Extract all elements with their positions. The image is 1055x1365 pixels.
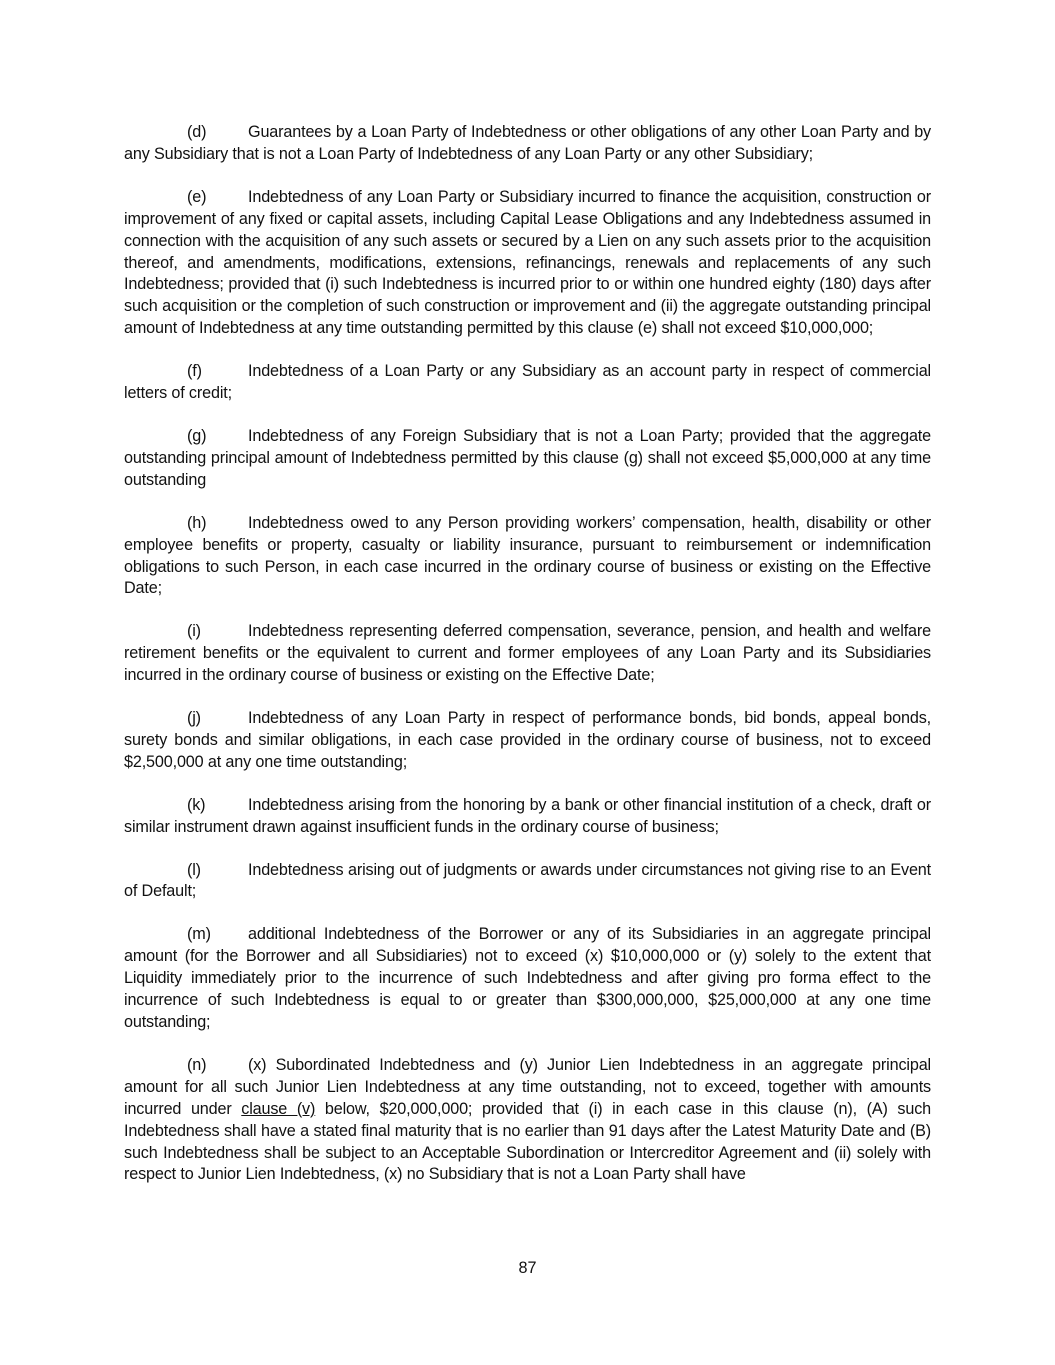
clause-f (124, 361, 931, 405)
clause-text: Indebtedness of any Loan Party or Subsidiary incurred to finance the acquisition, construction or improvement of any fixed or capital assets, including Capital Lease Obligations and any Indebtedness assumed in connection with the acquisition of any such assets or secured by a Lien on any such assets prior to the acquisition thereof, and amendments, modifications, extensions, refinancings, renewals and replacements of any such Indebtedness; provided that (i) such Indebtedness is incurred prior to or within one hundred eighty (180) days after such acquisition or the completion of such construction or improvement and (ii) the aggregate outstanding principal amount of Indebtedness at any time outstanding permitted by this clause (e) shall not exceed $10,000,000; (124, 187, 931, 338)
clause-label: (k) (187, 795, 206, 814)
clause-text: Indebtedness of any Loan Party in respect of performance bonds, bid bonds, appeal bonds, surety bonds and similar obligations, in each case provided in the ordinary course of business, not to exceed $2,500,000 at any one time outstanding; (124, 709, 931, 771)
clause-text: Guarantees by a Loan Party of Indebtedness or other obligations of any other Loan Party and by any Subsidiary that is not a Loan Party of Indebtedness of any Loan Party or any other Subsidiary; (124, 123, 931, 163)
clause-text-after: below, $20,000,000; provided that (i) in each case in this clause (n), (A) such Indebtedness shall have a stated final maturity that is no earlier than 91 days after the Latest Maturity Date and (B) such Indebtedness shall be subject to an Acceptable Subordination or Intercreditor Agreement and (ii) solely with respect to Junior Lien Indebtedness, (x) no Subsidiary that is not a Loan Party shall have (124, 1099, 931, 1184)
clause-label: (n) (187, 1055, 207, 1074)
clause-label: (g) (187, 426, 207, 445)
clause-label: (l) (187, 860, 201, 879)
clause-label: (j) (187, 709, 201, 728)
clause-d (124, 122, 931, 166)
page-number: 87 (518, 1259, 537, 1277)
document-page (124, 122, 931, 1207)
clause-g (124, 426, 931, 492)
clause-text: Indebtedness representing deferred compensation, severance, pension, and health and welfare retirement benefits or the equivalent to current and former employees of any Loan Party and its Subsidiaries incurred in the ordinary course of business or existing on the Effective Date; (124, 622, 931, 685)
clause-text-before: (x) Subordinated Indebtedness and (y) Junior Lien Indebtedness in an aggregate principal amount for all such Junior Lien Indebtedness at any time outstanding, not to exceed, together with amounts incurred under (124, 1055, 931, 1118)
clause-label: (i) (187, 622, 201, 641)
clause-text: Indebtedness of any Foreign Subsidiary that is not a Loan Party; provided that the aggregate outstanding principal amount of Indebtedness permitted by this clause (g) shall not exceed $5,000,000 at any time outstanding (124, 426, 931, 489)
clause-reference-link: clause (v) (241, 1099, 316, 1118)
clause-label: (h) (187, 513, 207, 532)
clause-label: (f) (187, 362, 202, 381)
clause-j (124, 708, 931, 774)
clause-text: Indebtedness arising out of judgments or awards under circumstances not giving rise to an Event of Default; (124, 860, 931, 901)
clause-label: (m) (187, 925, 211, 944)
clause-text: Indebtedness owed to any Person providing workers’ compensation, health, disability or other employee benefits or property, casualty or liability insurance, pursuant to reimbursement or indemnification obligations to such Person, in each case incurred in the ordinary course of business or existing on the Effective Date; (124, 513, 931, 598)
clause-m (124, 924, 931, 1034)
clause-text: Indebtedness arising from the honoring by a bank or other financial institution of a check, draft or similar instrument drawn against insufficient funds in the ordinary course of business; (124, 795, 931, 836)
clause-label: (e) (187, 187, 207, 206)
clause-l (124, 860, 931, 904)
clause-label: (d) (187, 123, 207, 141)
clause-h (124, 513, 931, 601)
clause-i (124, 621, 931, 687)
clause-text: Indebtedness of a Loan Party or any Subsidiary as an account party in respect of commercial letters of credit; (124, 362, 931, 403)
clause-text: additional Indebtedness of the Borrower or any of its Subsidiaries in an aggregate principal amount (for the Borrower and all Subsidiaries) not to exceed (x) $10,000,000 or (y) solely to the extent that Liquidity immediately prior to the incurrence of such Indebtedness and after giving pro forma effect to the incurrence of such Indebtedness is equal to or greater than $300,000,000, $25,000,000 at any one time outstanding; (124, 925, 931, 1031)
clause-k (124, 795, 931, 839)
clause-n (124, 1055, 931, 1186)
clause-e (124, 187, 931, 340)
